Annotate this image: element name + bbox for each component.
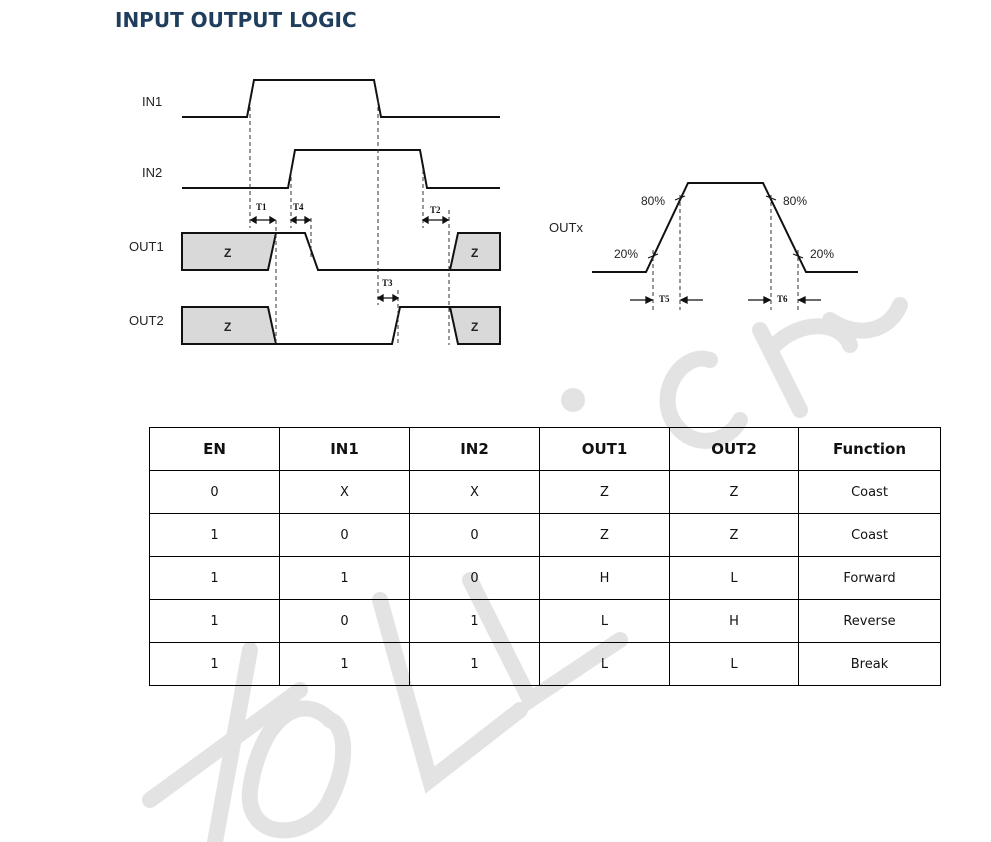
cell-in1: 0 [280,600,410,643]
z-label: Z [224,246,232,260]
cell-out2: Z [670,471,799,514]
table-row [150,643,941,686]
level-label-high: 80% [783,194,808,208]
table-row [150,471,941,514]
cell-in1: 1 [280,643,410,686]
interval-label-t1: T1 [256,202,267,212]
signal-label-in2: IN2 [142,165,163,180]
signal-label-in1: IN1 [142,94,163,109]
cell-out2: L [670,557,799,600]
header-in2: IN2 [410,428,540,471]
interval-label-t3: T3 [382,278,393,288]
cell-in2: 0 [410,514,540,557]
table-row [150,600,941,643]
level-label-low: 20% [614,247,639,261]
signal-label-outx: OUTx [549,220,583,235]
cell-en: 1 [150,514,280,557]
header-out1: OUT1 [540,428,670,471]
cell-in1: X [280,471,410,514]
z-label: Z [224,320,232,334]
header-in1: IN1 [280,428,410,471]
interval-label-t6: T6 [777,294,788,304]
cell-function: Reverse [799,600,941,643]
cell-in1: 0 [280,514,410,557]
header-out2: OUT2 [670,428,799,471]
header-function: Function [799,428,941,471]
cell-out1: Z [540,514,670,557]
level-label-low: 20% [810,247,835,261]
cell-function: Break [799,643,941,686]
cell-out1: H [540,557,670,600]
cell-en: 0 [150,471,280,514]
cell-in2: 1 [410,643,540,686]
cell-out2: L [670,643,799,686]
cell-out2: H [670,600,799,643]
cell-in2: 1 [410,600,540,643]
cell-out1: Z [540,471,670,514]
cell-out1: L [540,643,670,686]
interval-label-t5: T5 [659,294,670,304]
signal-label-out2: OUT2 [129,313,164,328]
cell-out2: Z [670,514,799,557]
cell-function: Forward [799,557,941,600]
cell-en: 1 [150,643,280,686]
interval-label-t2: T2 [430,205,441,215]
table-header-row [150,428,941,471]
interval-label-t4: T4 [293,202,304,212]
cell-in1: 1 [280,557,410,600]
truth-table [149,427,941,686]
header-en: EN [150,428,280,471]
table-row [150,514,941,557]
level-label-high: 80% [641,194,666,208]
cell-out1: L [540,600,670,643]
cell-en: 1 [150,600,280,643]
cell-in2: 0 [410,557,540,600]
cell-function: Coast [799,514,941,557]
page-title: INPUT OUTPUT LOGIC [115,8,357,32]
z-label: Z [471,246,479,260]
table-row [150,557,941,600]
cell-function: Coast [799,471,941,514]
signal-label-out1: OUT1 [129,239,164,254]
cell-in2: X [410,471,540,514]
z-label: Z [471,320,479,334]
cell-en: 1 [150,557,280,600]
